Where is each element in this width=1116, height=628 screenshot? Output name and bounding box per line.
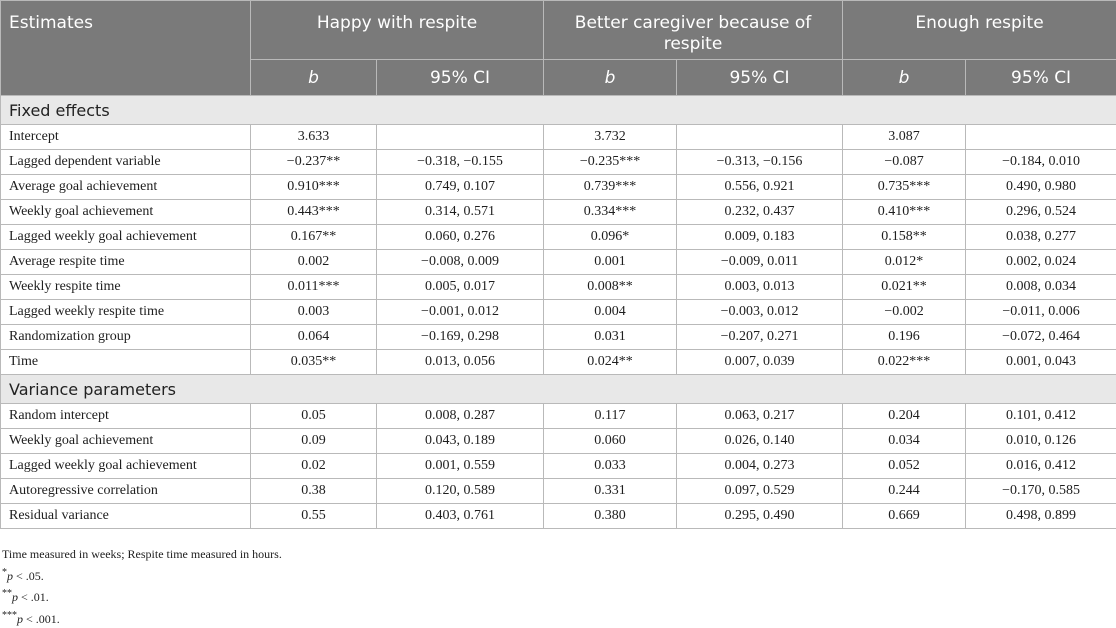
- header-ci: 95% CI: [966, 60, 1116, 96]
- row-label: Lagged dependent variable: [1, 150, 251, 175]
- cell-ci: 0.013, 0.056: [377, 350, 544, 375]
- cell-ci: 0.556, 0.921: [677, 175, 843, 200]
- section-title: Variance parameters: [1, 375, 1116, 404]
- cell-ci: 0.498, 0.899: [966, 504, 1116, 529]
- cell-b: 0.052: [843, 454, 966, 479]
- cell-ci: 0.490, 0.980: [966, 175, 1116, 200]
- header-happy-with-respite: Happy with respite: [251, 1, 544, 60]
- cell-b: 0.38: [251, 479, 377, 504]
- cell-ci: 0.001, 0.559: [377, 454, 544, 479]
- row-label: Average respite time: [1, 250, 251, 275]
- cell-b: 0.02: [251, 454, 377, 479]
- cell-b: 3.732: [544, 125, 677, 150]
- cell-ci: 0.026, 0.140: [677, 429, 843, 454]
- cell-ci: 0.043, 0.189: [377, 429, 544, 454]
- cell-ci: −0.008, 0.009: [377, 250, 544, 275]
- table-row: [1, 275, 1116, 300]
- header-b: b: [544, 60, 677, 96]
- note-significance: [2, 585, 282, 607]
- cell-b: 0.443***: [251, 200, 377, 225]
- cell-b: 0.060: [544, 429, 677, 454]
- section-title: Fixed effects: [1, 96, 1116, 125]
- cell-ci: −0.072, 0.464: [966, 325, 1116, 350]
- cell-ci: 0.008, 0.287: [377, 404, 544, 429]
- table-row: [1, 300, 1116, 325]
- cell-b: 0.05: [251, 404, 377, 429]
- cell-ci: 0.060, 0.276: [377, 225, 544, 250]
- row-label: Residual variance: [1, 504, 251, 529]
- cell-ci: 0.063, 0.217: [677, 404, 843, 429]
- cell-b: 0.012*: [843, 250, 966, 275]
- note-p: p: [12, 590, 18, 604]
- cell-ci: −0.184, 0.010: [966, 150, 1116, 175]
- section-row: [1, 375, 1116, 404]
- cell-ci: −0.169, 0.298: [377, 325, 544, 350]
- header-estimates: Estimates: [1, 1, 251, 96]
- table-row: [1, 225, 1116, 250]
- cell-b: 0.022***: [843, 350, 966, 375]
- table-row: [1, 175, 1116, 200]
- row-label: Randomization group: [1, 325, 251, 350]
- cell-ci: 0.005, 0.017: [377, 275, 544, 300]
- header-ci: 95% CI: [677, 60, 843, 96]
- cell-ci: 0.009, 0.183: [677, 225, 843, 250]
- section-row: [1, 96, 1116, 125]
- note-significance: [2, 564, 282, 586]
- note-p: p: [7, 569, 13, 583]
- table-row: [1, 325, 1116, 350]
- cell-b: 0.035**: [251, 350, 377, 375]
- cell-ci: 0.120, 0.589: [377, 479, 544, 504]
- row-label: Time: [1, 350, 251, 375]
- cell-ci: 0.097, 0.529: [677, 479, 843, 504]
- cell-ci: [966, 125, 1116, 150]
- cell-ci: [677, 125, 843, 150]
- cell-b: 0.031: [544, 325, 677, 350]
- cell-b: −0.237**: [251, 150, 377, 175]
- cell-b: −0.002: [843, 300, 966, 325]
- table-row: [1, 454, 1116, 479]
- table-row: [1, 200, 1116, 225]
- table-row: [1, 350, 1116, 375]
- cell-b: 0.204: [843, 404, 966, 429]
- cell-b: 0.021**: [843, 275, 966, 300]
- cell-ci: 0.008, 0.034: [966, 275, 1116, 300]
- table-row: [1, 404, 1116, 429]
- cell-b: 3.087: [843, 125, 966, 150]
- cell-ci: −0.207, 0.271: [677, 325, 843, 350]
- cell-ci: 0.007, 0.039: [677, 350, 843, 375]
- note-stars: **: [2, 588, 12, 599]
- cell-b: 0.09: [251, 429, 377, 454]
- cell-ci: 0.002, 0.024: [966, 250, 1116, 275]
- row-label: Weekly respite time: [1, 275, 251, 300]
- cell-ci: 0.003, 0.013: [677, 275, 843, 300]
- cell-ci: −0.011, 0.006: [966, 300, 1116, 325]
- table-row: [1, 125, 1116, 150]
- cell-b: 3.633: [251, 125, 377, 150]
- row-label: Lagged weekly respite time: [1, 300, 251, 325]
- cell-ci: 0.038, 0.277: [966, 225, 1116, 250]
- header-enough-respite: Enough respite: [843, 1, 1116, 60]
- cell-b: 0.158**: [843, 225, 966, 250]
- cell-b: 0.064: [251, 325, 377, 350]
- cell-ci: 0.101, 0.412: [966, 404, 1116, 429]
- cell-ci: −0.001, 0.012: [377, 300, 544, 325]
- cell-b: 0.002: [251, 250, 377, 275]
- cell-ci: 0.749, 0.107: [377, 175, 544, 200]
- cell-b: 0.001: [544, 250, 677, 275]
- cell-b: 0.008**: [544, 275, 677, 300]
- cell-ci: 0.296, 0.524: [966, 200, 1116, 225]
- cell-b: 0.196: [843, 325, 966, 350]
- row-label: Random intercept: [1, 404, 251, 429]
- cell-b: 0.334***: [544, 200, 677, 225]
- cell-b: −0.235***: [544, 150, 677, 175]
- cell-b: 0.033: [544, 454, 677, 479]
- cell-ci: 0.295, 0.490: [677, 504, 843, 529]
- header-ci: 95% CI: [377, 60, 544, 96]
- row-label: Lagged weekly goal achievement: [1, 225, 251, 250]
- note-threshold: < .001.: [23, 612, 60, 626]
- cell-b: −0.087: [843, 150, 966, 175]
- cell-b: 0.011***: [251, 275, 377, 300]
- cell-ci: −0.318, −0.155: [377, 150, 544, 175]
- note-stars: ***: [2, 610, 17, 621]
- header-b: b: [843, 60, 966, 96]
- cell-b: 0.739***: [544, 175, 677, 200]
- row-label: Weekly goal achievement: [1, 429, 251, 454]
- cell-b: 0.410***: [843, 200, 966, 225]
- cell-b: 0.024**: [544, 350, 677, 375]
- header-better-caregiver: Better caregiver because of respite: [544, 1, 843, 60]
- row-label: Average goal achievement: [1, 175, 251, 200]
- cell-ci: −0.009, 0.011: [677, 250, 843, 275]
- row-label: Lagged weekly goal achievement: [1, 454, 251, 479]
- cell-ci: −0.003, 0.012: [677, 300, 843, 325]
- cell-ci: 0.314, 0.571: [377, 200, 544, 225]
- table-row: [1, 250, 1116, 275]
- cell-ci: 0.004, 0.273: [677, 454, 843, 479]
- cell-b: 0.167**: [251, 225, 377, 250]
- table-row: [1, 479, 1116, 504]
- row-label: Intercept: [1, 125, 251, 150]
- cell-ci: 0.403, 0.761: [377, 504, 544, 529]
- table-row: [1, 150, 1116, 175]
- cell-ci: 0.010, 0.126: [966, 429, 1116, 454]
- note-stars: *: [2, 567, 7, 578]
- table-row: [1, 504, 1116, 529]
- cell-ci: 0.001, 0.043: [966, 350, 1116, 375]
- cell-b: 0.117: [544, 404, 677, 429]
- cell-ci: −0.170, 0.585: [966, 479, 1116, 504]
- cell-b: 0.003: [251, 300, 377, 325]
- cell-ci: 0.232, 0.437: [677, 200, 843, 225]
- header-b: b: [251, 60, 377, 96]
- note-p: p: [17, 612, 23, 626]
- cell-ci: 0.016, 0.412: [966, 454, 1116, 479]
- cell-b: 0.331: [544, 479, 677, 504]
- table-notes: [2, 546, 282, 628]
- table-row: [1, 429, 1116, 454]
- cell-b: 0.735***: [843, 175, 966, 200]
- cell-ci: [377, 125, 544, 150]
- cell-b: 0.004: [544, 300, 677, 325]
- cell-b: 0.096*: [544, 225, 677, 250]
- cell-b: 0.669: [843, 504, 966, 529]
- row-label: Weekly goal achievement: [1, 200, 251, 225]
- cell-b: 0.244: [843, 479, 966, 504]
- note-main: Time measured in weeks; Respite time measured in hours.: [2, 546, 282, 564]
- row-label: Autoregressive correlation: [1, 479, 251, 504]
- note-threshold: < .01.: [18, 590, 49, 604]
- cell-b: 0.380: [544, 504, 677, 529]
- cell-b: 0.034: [843, 429, 966, 454]
- note-threshold: < .05.: [13, 569, 44, 583]
- cell-b: 0.910***: [251, 175, 377, 200]
- cell-b: 0.55: [251, 504, 377, 529]
- cell-ci: −0.313, −0.156: [677, 150, 843, 175]
- note-significance: [2, 607, 282, 628]
